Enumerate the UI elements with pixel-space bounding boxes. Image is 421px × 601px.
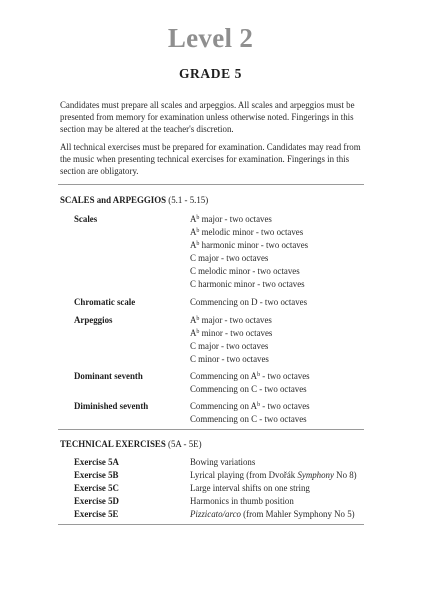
scale-item: Commencing on $A^b$ - two octaves <box>190 371 310 381</box>
scale-item: C minor - two octaves <box>190 354 269 364</box>
scale-item: C major - two octaves <box>190 341 269 351</box>
group-label-scales: Scales <box>74 214 98 224</box>
scale-item: $A^b$ minor - two octaves <box>190 328 273 338</box>
section-range: (5.1 - 5.15) <box>168 195 209 205</box>
intro-paragraph-1: Candidates must prepare all scales and arpeggios. All scales and arpeggios must be presented from memory for examination unless otherwise noted. Fingerings in this section may be altered at the teacher's discretion. <box>60 100 355 134</box>
exercise-description: Harmonics in thumb position <box>190 496 294 506</box>
scale-item: C melodic minor - two octaves <box>190 266 300 276</box>
grade-heading: GRADE 5 <box>178 66 243 81</box>
section-title: TECHNICAL EXERCISES <box>60 439 166 449</box>
group-label-arpeggios: Arpeggios <box>74 315 113 325</box>
exercise-description: Large interval shifts on one string <box>190 483 310 493</box>
scale-item: $A^b$ melodic minor - two octaves <box>190 227 304 237</box>
group-label-chromatic: Chromatic scale <box>74 297 136 307</box>
divider <box>58 184 364 185</box>
exercise-label: Exercise 5C <box>74 483 119 493</box>
section-range: (5A - 5E) <box>168 439 202 449</box>
scale-item: C major - two octaves <box>190 253 269 263</box>
exercise-label: Exercise 5D <box>74 496 119 506</box>
scale-item: $A^b$ harmonic minor - two octaves <box>190 240 309 250</box>
group-label-dominant-seventh: Dominant seventh <box>74 371 143 381</box>
exercise-description: Bowing variations <box>190 457 256 467</box>
group-label-diminished-seventh: Diminished seventh <box>74 401 149 411</box>
divider <box>58 429 364 430</box>
scale-item: $A^b$ major - two octaves <box>190 214 272 224</box>
scale-item: Commencing on $A^b$ - two octaves <box>190 401 310 411</box>
intro-paragraph-2: All technical exercises must be prepared for examination. Candidates may read from the music when presenting technical exercises for examination. Fingerings in this section are obligatory. <box>60 142 361 176</box>
scale-item: Commencing on C - two octaves <box>190 384 307 394</box>
scale-item: Commencing on D - two octaves <box>190 297 308 307</box>
exercise-label: Exercise 5A <box>74 457 119 467</box>
scale-item: $A^b$ major - two octaves <box>190 315 272 325</box>
technical-section-title <box>60 439 202 449</box>
exercise-label: Exercise 5E <box>74 509 119 519</box>
divider <box>58 524 364 525</box>
section-title: SCALES and ARPEGGIOS <box>60 195 167 205</box>
scale-item: Commencing on C - two octaves <box>190 414 307 424</box>
level-heading: Level 2 <box>167 23 254 53</box>
scale-item: C harmonic minor - two octaves <box>190 279 305 289</box>
exercise-description: Lyrical playing (from Dvořák Symphony No 8) <box>190 470 357 480</box>
scales-section-title <box>60 195 208 205</box>
exercise-label: Exercise 5B <box>74 470 119 480</box>
exercise-description: Pizzicato/arco (from Mahler Symphony No 5) <box>190 509 355 519</box>
